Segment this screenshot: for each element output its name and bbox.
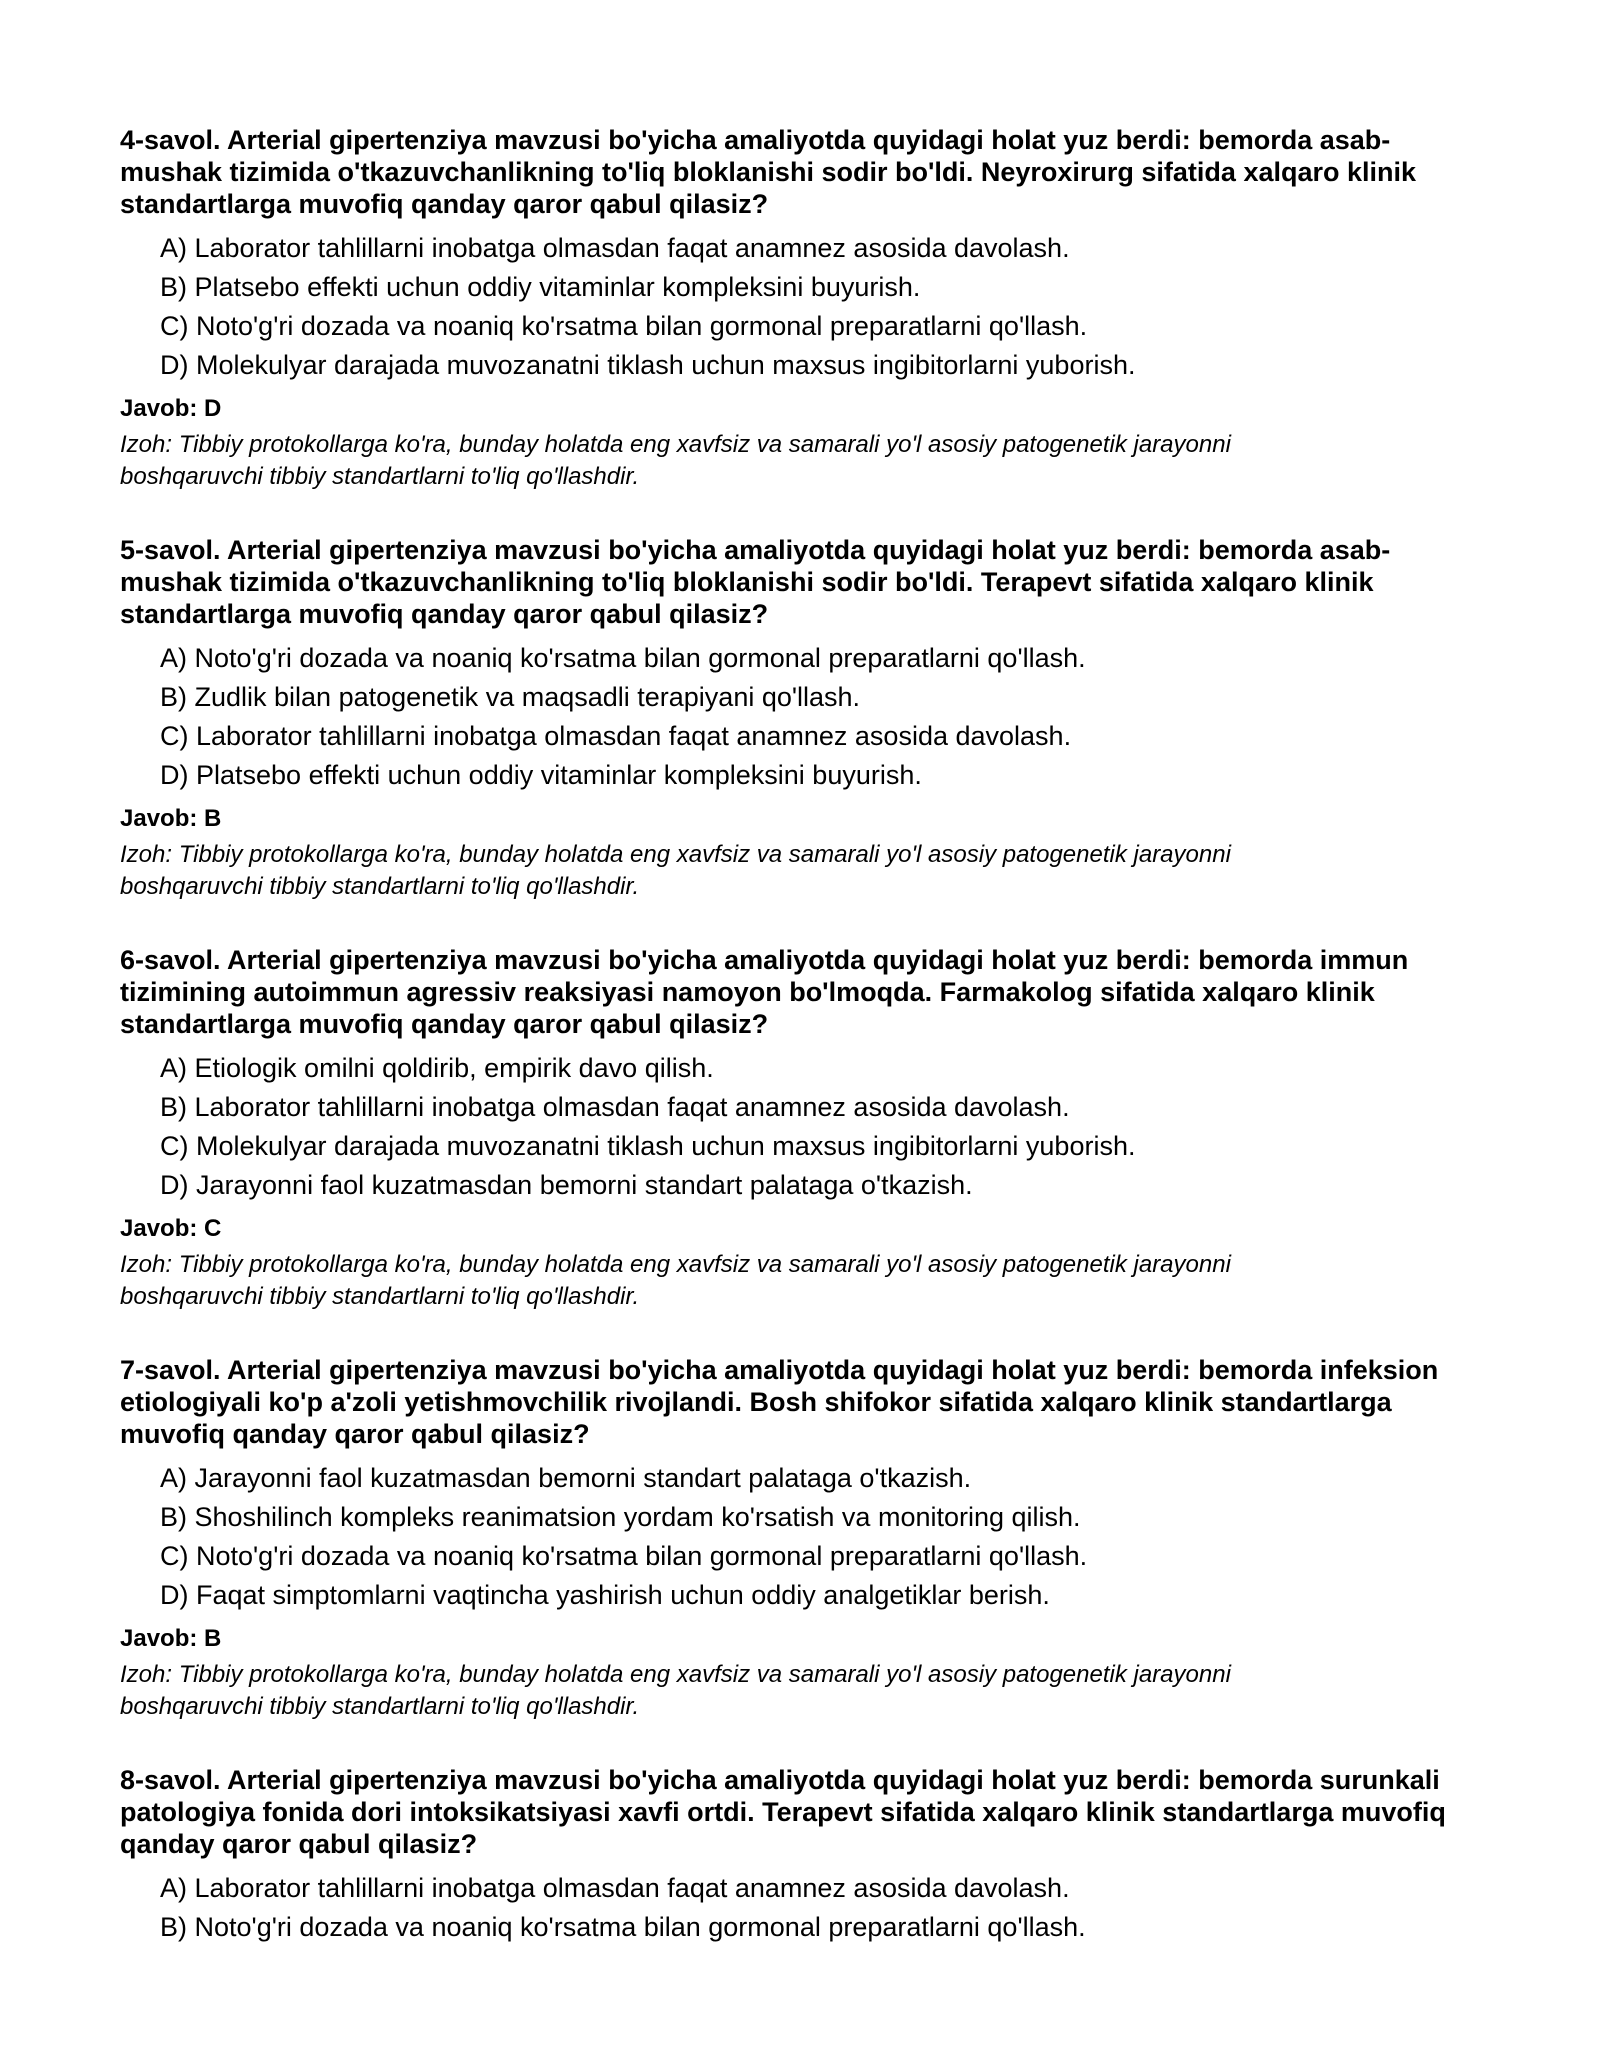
explanation-note: Izoh: Tibbiy protokollarga ko'ra, bunday holatda eng xavfsiz va samarali yo'l asosiy patogenetik jarayonni boshqaruvchi tibbiy standartlarni to'liq qo'llashdir. <box>120 1661 1231 1720</box>
option-d: D) Platsebo effekti uchun oddiy vitaminlar kompleksini buyurish. <box>160 760 922 790</box>
option-c: C) Laborator tahlillarni inobatga olmasdan faqat anamnez asosida davolash. <box>160 721 1072 751</box>
explanation-note: Izoh: Tibbiy protokollarga ko'ra, bunday holatda eng xavfsiz va samarali yo'l asosiy patogenetik jarayonni boshqaruvchi tibbiy standartlarni to'liq qo'llashdir. <box>120 841 1231 900</box>
option-d: D) Jarayonni faol kuzatmasdan bemorni standart palataga o'tkazish. <box>160 1170 973 1200</box>
option-c: C) Noto'g'ri dozada va noaniq ko'rsatma bilan gormonal preparatlarni qo'llash. <box>160 1541 1088 1571</box>
question-title: 6-savol. Arterial gipertenziya mavzusi bo'yicha amaliyotda quyidagi holat yuz berdi: bemorda immun tizimining autoimmun agressiv reaksiyasi namoyon bo'lmoqda. Farmakolog sifatida xalqaro klinik standartlarga muvofiq qanday qaror qabul qilasiz? <box>120 945 1409 1039</box>
question-6 <box>120 944 1490 1313</box>
question-5 <box>120 534 1490 903</box>
question-title: 4-savol. Arterial gipertenziya mavzusi bo'yicha amaliyotda quyidagi holat yuz berdi: bemorda asab-mushak tizimida o'tkazuvchanlikning to'liq bloklanishi sodir bo'ldi. Neyroxirurg sifatida xalqaro klinik standartlarga muvofiq qanday qaror qabul qilasiz? <box>120 125 1417 219</box>
answer-label: Javob: B <box>120 805 222 832</box>
option-a: A) Etiologik omilni qoldirib, empirik davo qilish. <box>160 1053 714 1083</box>
option-a: A) Laborator tahlillarni inobatga olmasdan faqat anamnez asosida davolash. <box>160 233 1070 263</box>
option-d: D) Molekulyar darajada muvozanatni tiklash uchun maxsus ingibitorlarni yuborish. <box>160 350 1136 380</box>
question-8 <box>120 1764 1490 1947</box>
explanation-note: Izoh: Tibbiy protokollarga ko'ra, bunday holatda eng xavfsiz va samarali yo'l asosiy patogenetik jarayonni boshqaruvchi tibbiy standartlarni to'liq qo'llashdir. <box>120 431 1231 490</box>
option-d: D) Faqat simptomlarni vaqtincha yashirish uchun oddiy analgetiklar berish. <box>160 1580 1050 1610</box>
options-list <box>120 1869 1490 1947</box>
explanation-note: Izoh: Tibbiy protokollarga ko'ra, bunday holatda eng xavfsiz va samarali yo'l asosiy patogenetik jarayonni boshqaruvchi tibbiy standartlarni to'liq qo'llashdir. <box>120 1251 1231 1310</box>
option-b: B) Laborator tahlillarni inobatga olmasdan faqat anamnez asosida davolash. <box>160 1092 1070 1122</box>
option-b: B) Noto'g'ri dozada va noaniq ko'rsatma bilan gormonal preparatlarni qo'llash. <box>160 1912 1086 1942</box>
option-a: A) Noto'g'ri dozada va noaniq ko'rsatma bilan gormonal preparatlarni qo'llash. <box>160 643 1086 673</box>
options-list <box>120 1049 1490 1205</box>
answer-label: Javob: B <box>120 1625 222 1652</box>
options-list <box>120 229 1490 385</box>
option-b: B) Platsebo effekti uchun oddiy vitaminlar kompleksini buyurish. <box>160 272 921 302</box>
question-4 <box>120 124 1490 493</box>
question-title: 7-savol. Arterial gipertenziya mavzusi bo'yicha amaliyotda quyidagi holat yuz berdi: bemorda infeksion etiologiyali ko'p a'zoli yetishmovchilik rivojlandi. Bosh shifokor sifatida xalqaro klinik standartlarga muvofiq qanday qaror qabul qilasiz? <box>120 1355 1439 1449</box>
question-7 <box>120 1354 1490 1723</box>
option-a: A) Laborator tahlillarni inobatga olmasdan faqat anamnez asosida davolash. <box>160 1873 1070 1903</box>
answer-label: Javob: C <box>120 1215 222 1242</box>
option-c: C) Molekulyar darajada muvozanatni tiklash uchun maxsus ingibitorlarni yuborish. <box>160 1131 1136 1161</box>
option-a: A) Jarayonni faol kuzatmasdan bemorni standart palataga o'tkazish. <box>160 1463 972 1493</box>
question-title: 8-savol. Arterial gipertenziya mavzusi bo'yicha amaliyotda quyidagi holat yuz berdi: bemorda surunkali patologiya fonida dori intoksikatsiyasi xavfi ortdi. Terapevt sifatida xalqaro klinik standartlarga muvofiq qanday qaror qabul qilasiz? <box>120 1765 1446 1859</box>
option-b: B) Shoshilinch kompleks reanimatsion yordam ko'rsatish va monitoring qilish. <box>160 1502 1081 1532</box>
document-page <box>120 124 1490 1988</box>
question-title: 5-savol. Arterial gipertenziya mavzusi bo'yicha amaliyotda quyidagi holat yuz berdi: bemorda asab-mushak tizimida o'tkazuvchanlikning to'liq bloklanishi sodir bo'ldi. Terapevt sifatida xalqaro klinik standartlarga muvofiq qanday qaror qabul qilasiz? <box>120 535 1391 629</box>
option-b: B) Zudlik bilan patogenetik va maqsadli terapiyani qo'llash. <box>160 682 861 712</box>
options-list <box>120 1459 1490 1615</box>
options-list <box>120 639 1490 795</box>
option-c: C) Noto'g'ri dozada va noaniq ko'rsatma bilan gormonal preparatlarni qo'llash. <box>160 311 1088 341</box>
answer-label: Javob: D <box>120 395 222 422</box>
